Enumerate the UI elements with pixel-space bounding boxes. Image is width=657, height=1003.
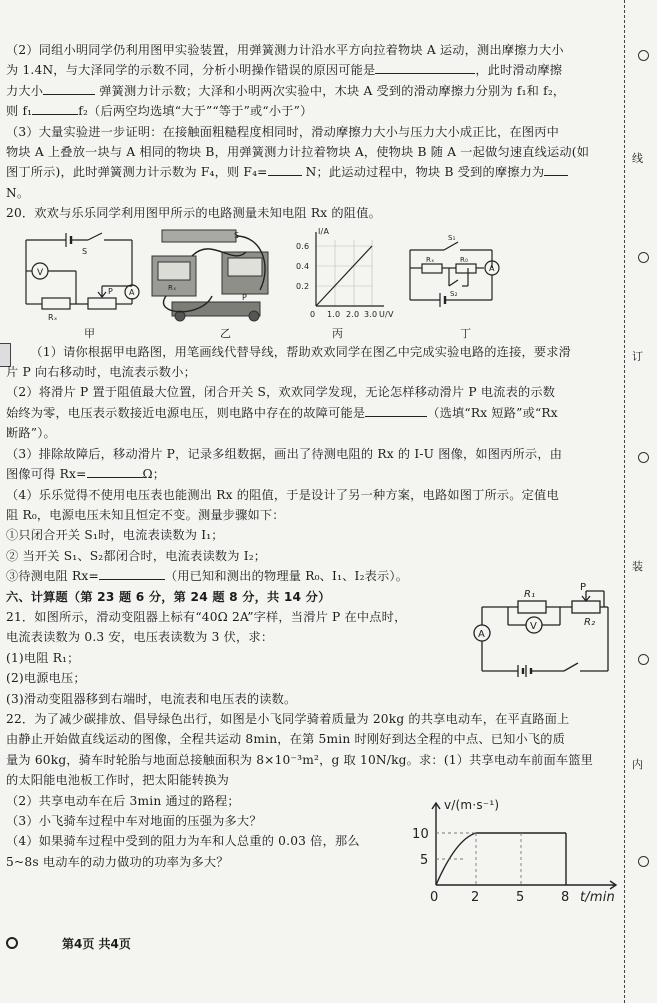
graph-y-label: v/(m·s⁻¹) bbox=[444, 797, 500, 812]
x-tick: 0 bbox=[430, 889, 439, 905]
q21-line1: 21．如图所示，滑动变阻器上标有“40Ω 2A”字样，当滑片 P 在中点时， bbox=[6, 609, 407, 624]
x-tick: 2 bbox=[471, 889, 480, 905]
answer-blank[interactable] bbox=[365, 403, 427, 417]
q22-ask2: （2）共享电动车在后 3min 通过的路程； bbox=[6, 793, 240, 808]
answer-blank[interactable] bbox=[544, 162, 568, 176]
voltmeter-label: V bbox=[530, 620, 538, 632]
svg-text:Rₓ: Rₓ bbox=[48, 312, 58, 322]
q20-sub4-line2: 阻 R₀，电源电压未知且恒定不变。测量步骤如下： bbox=[6, 507, 285, 522]
svg-text:P: P bbox=[108, 286, 114, 296]
q20-step1: ①只闭合开关 S₁时，电流表读数为 I₁； bbox=[6, 528, 224, 543]
q20-sub2-line2: 始终为零，电压表示数接近电源电压，则电路中存在的故障可能是 （选填“Rx 短路”或“Rx bbox=[6, 403, 616, 423]
circuit-diagram-ding bbox=[404, 226, 514, 322]
q20-step2: ② 当开关 S₁、S₂都闭合时，电流表读数为 I₂； bbox=[6, 548, 267, 563]
q22-velocity-time-graph bbox=[406, 795, 630, 907]
margin-char-zhuang: 装 bbox=[632, 560, 643, 573]
q20-sub2-line1: （2）将滑片 P 置于阻值最大位置，闭合开关 S，欢欢同学发现，无论怎样移动滑片 P 电流表的示数 bbox=[6, 385, 556, 400]
q19-part2-line2: 为 1.4N，与大泽同学的示数不同，分析小明操作错误的原因可能是 ，此时滑动摩擦 bbox=[6, 60, 616, 80]
graph-x-label: U/V bbox=[379, 309, 394, 319]
q22-ask4-line2: 5~8s 电动车的动力做功的功率为多大？ bbox=[6, 854, 229, 869]
q20-sub1-line1: （1）请你根据甲电路图，用笔画线代替导线，帮助欢欢同学在图乙中完成实验电路的连接，要求滑 bbox=[30, 344, 572, 359]
slider-p-label: P bbox=[580, 581, 587, 593]
answer-blank[interactable] bbox=[43, 81, 95, 95]
binding-hole-icon bbox=[6, 937, 18, 949]
answer-blank[interactable] bbox=[268, 162, 302, 176]
margin-char-ding: 订 bbox=[632, 350, 643, 363]
graph-y-label: I/A bbox=[318, 226, 330, 236]
q20-stem: 20．欢欢与乐乐同学利用图甲所示的电路测量未知电阻 Rx 的阻值。 bbox=[6, 206, 381, 221]
q21-ask2: (2)电源电压； bbox=[6, 671, 86, 686]
q19-part3-line4: N。 bbox=[6, 185, 30, 200]
svg-text:S: S bbox=[82, 246, 88, 256]
svg-text:P: P bbox=[242, 292, 248, 302]
q21-ask3: (3)滑动变阻器移到右端时，电流表和电压表的读数。 bbox=[6, 691, 297, 706]
y-tick: 5 bbox=[420, 852, 429, 868]
svg-text:S₂: S₂ bbox=[450, 289, 458, 298]
x-tick: 5 bbox=[516, 889, 525, 905]
x-tick: 1.0 bbox=[327, 309, 341, 319]
page-footer: 第4页 共4页 bbox=[62, 937, 131, 951]
binding-circle-icon bbox=[638, 452, 649, 463]
answer-blank[interactable] bbox=[32, 101, 78, 115]
y-tick: 0.6 bbox=[296, 241, 310, 251]
circuit-diagram-jia bbox=[20, 226, 140, 322]
q20-sub4-line1: （4）乐乐觉得不使用电压表也能测出 Rx 的阻值，于是设计了另一种方案，电路如图丁所示。定值电 bbox=[6, 487, 559, 502]
q22-ask4-line1: （4）如果骑车过程中受到的阻力为车和人总重的 0.03 倍，那么 bbox=[6, 834, 360, 849]
q20-sub2-line3: 断路”）。 bbox=[6, 426, 56, 441]
x-tick: 3.0 bbox=[364, 309, 378, 319]
svg-text:S: S bbox=[234, 230, 240, 240]
binding-circle-icon bbox=[638, 654, 649, 665]
y-tick: 0.2 bbox=[296, 281, 310, 291]
q20-sub3-line1: （3）排除故障后，移动滑片 P，记录多组数据，画出了待测电阻的 Rx 的 I-U 图像，如图丙所示，由 bbox=[6, 446, 563, 461]
q19-part3-line3: 图丁所示)，此时弹簧测力计示数为 F₄，则 F₄= N；此运动过程中，物块 B 受到的摩擦力为 bbox=[6, 162, 616, 182]
r1-label: R₁ bbox=[524, 588, 536, 600]
q22-line3: 量为 60kg，骑车时轮胎与地面总接触面积为 8×10⁻³m²，g 取 10N/kg。求：(1）共享电动车前面车篮里 bbox=[6, 752, 593, 767]
svg-text:R₀: R₀ bbox=[460, 255, 469, 264]
y-tick: 10 bbox=[412, 826, 429, 842]
svg-text:V: V bbox=[37, 267, 44, 278]
q22-block bbox=[6, 709, 616, 905]
q20-figures bbox=[6, 226, 616, 338]
answer-blank[interactable] bbox=[99, 566, 165, 580]
graph-x-label: t/min bbox=[580, 889, 615, 905]
q21-circuit-diagram bbox=[464, 581, 616, 685]
q19-part2-line4: 则 f₁ f₂（后两空均选填“大于”“等于”或“小于”） bbox=[6, 101, 616, 121]
q21-line2: 电流表读数为 0.3 安，电压表读数为 3 伏，求： bbox=[6, 630, 274, 645]
q22-line1: 22．为了减少碳排放、倡导绿色出行，如图是小飞同学骑着质量为 20kg 的共享电动车，在平直路面上 bbox=[6, 711, 570, 726]
q22-line4: 的太阳能电池板工作时，把太阳能转换为 bbox=[6, 770, 616, 790]
page-content bbox=[6, 40, 616, 905]
figure-label-ding: 丁 bbox=[460, 326, 472, 340]
q20-sub3-line2: 图像可得 Rx= Ω； bbox=[6, 464, 616, 484]
q21-ask1: (1)电阻 R₁； bbox=[6, 650, 80, 665]
y-tick: 0.4 bbox=[296, 261, 310, 271]
svg-text:A: A bbox=[489, 263, 495, 273]
answer-blank[interactable] bbox=[87, 464, 143, 478]
x-tick: 2.0 bbox=[346, 309, 360, 319]
q19-part2-line1: （2）同组小明同学仍利用图甲实验装置，用弹簧测力计沿水平方向拉着物块 A 运动，测出摩擦力大小 bbox=[6, 43, 564, 57]
q19-part3-line2: 物块 A 上叠放一块与 A 相同的物块 B，用弹簧测力计拉着物块 A，使物块 B 随 A 一起做匀速直线运动(如 bbox=[6, 145, 590, 160]
margin-char-nei: 内 bbox=[632, 758, 643, 771]
figure-label-yi: 乙 bbox=[220, 326, 232, 340]
x-tick: 8 bbox=[561, 889, 570, 905]
section-six-title: 六、计算题（第 23 题 6 分，第 24 题 8 分，共 14 分） bbox=[6, 589, 331, 604]
svg-text:A: A bbox=[129, 287, 135, 297]
apparatus-photo-yi bbox=[142, 226, 280, 324]
q22-ask3: （3）小飞骑车过程中车对地面的压强为多大？ bbox=[6, 814, 262, 828]
q19-part3-line1: （3）大量实验进一步证明：在接触面粗糙程度相同时，滑动摩擦力大小与压力大小成正比，在图丙中 bbox=[6, 124, 560, 139]
binding-circle-icon bbox=[638, 856, 649, 867]
binding-circle-icon bbox=[638, 50, 649, 61]
figure-label-jia: 甲 bbox=[84, 326, 96, 340]
q22-line2: 由静止开始做直线运动的图像，全程共运动 8min，在第 5min 时刚好到达全程的中点、已知小飞的质 bbox=[6, 732, 566, 747]
binding-circle-icon bbox=[638, 252, 649, 263]
iu-graph-bing bbox=[294, 226, 404, 324]
q20-sub1-line2: 片 P 向右移动时，电流表示数小； bbox=[6, 365, 196, 380]
figure-label-bing: 丙 bbox=[332, 326, 344, 340]
margin-char-xian: 线 bbox=[632, 152, 643, 165]
ammeter-label: A bbox=[478, 628, 486, 640]
r2-label: R₂ bbox=[584, 616, 596, 628]
svg-text:Rₓ: Rₓ bbox=[426, 255, 435, 264]
svg-text:Rₓ: Rₓ bbox=[168, 283, 177, 292]
q20-step3: ③待测电阻 Rx= （用已知和测出的物理量 R₀、I₁、I₂表示）。 bbox=[6, 566, 616, 586]
q19-part2-line3: 力大小 弹簧测力计示数；大泽和小明两次实验中，木块 A 受到的滑动摩擦力分别为 f₁和 f₂， bbox=[6, 81, 616, 101]
answer-blank[interactable] bbox=[375, 60, 475, 74]
x-tick: 0 bbox=[310, 309, 316, 319]
svg-text:S₁: S₁ bbox=[448, 233, 456, 242]
answer-blank[interactable] bbox=[229, 771, 309, 784]
